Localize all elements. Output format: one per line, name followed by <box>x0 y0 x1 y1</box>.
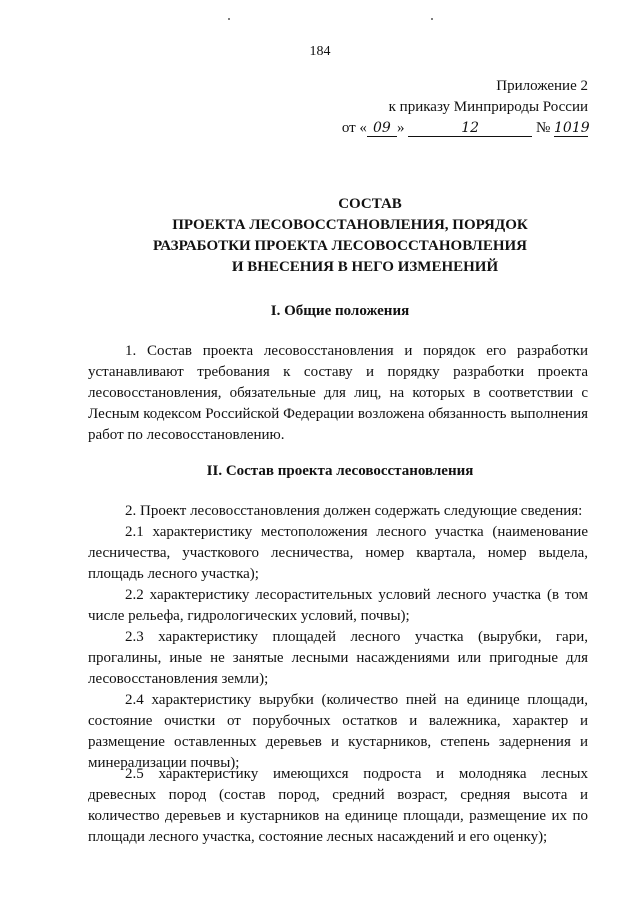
appendix-header <box>342 76 588 139</box>
order-reference: к приказу Минприроды России <box>388 99 588 115</box>
scan-speck <box>431 18 433 20</box>
paragraph-2: 2. Проект лесовосстановления должен содержать следующие сведения: <box>125 503 583 519</box>
order-number-handwritten: 1019 <box>554 120 590 136</box>
order-number-label: № <box>535 120 551 136</box>
order-date-line <box>342 118 588 139</box>
paragraph-2-1: 2.1 характеристику местоположения лесного участка (наименование лесничества, участкового лесничества, номер квартала, номер выдела, площадь лесного участка); <box>88 524 588 582</box>
paragraph-2-4: 2.4 характеристику вырубки (количество пней на единице площади, состояние очистки от порубочных остатков и валежника, характер и размещение оставленных деревьев и кустарников, степень задернения и минерализации почвы); <box>88 692 588 771</box>
section-heading-general: I. Общие положения <box>270 303 410 319</box>
paragraph-2-2: 2.2 характеристику лесорастительных условий лесного участка (в том числе рельефа, гидрологических условий, почвы); <box>88 587 588 624</box>
title-line-2: ПРОЕКТА ЛЕСОВОССТАНОВЛЕНИЯ, ПОРЯДОК <box>172 217 528 233</box>
order-number-field <box>554 120 588 137</box>
paragraph-2-5: 2.5 характеристику имеющихся подроста и молодняка лесных древесных пород (состав пород, средний возраст, средняя высота и количество деревьев и кустарников на единице площади, размещение их по площади лесного участка, состояние лесных насаждений и его оценку); <box>88 766 588 845</box>
order-date-quote: » <box>396 120 405 136</box>
section-heading-composition: II. Состав проекта лесовосстановления <box>206 463 474 479</box>
scan-speck <box>228 18 230 20</box>
paragraph-2-3: 2.3 характеристику площадей лесного участка (вырубки, гари, прогалины, иные не занятые лесными насаждениями или пригодные для лесовосстановления земли); <box>88 629 588 687</box>
title-line-1: СОСТАВ <box>338 196 402 212</box>
order-month-handwritten: 12 <box>461 120 480 136</box>
document-title <box>0 194 640 278</box>
paragraph-1: 1. Состав проекта лесовосстановления и порядок его разработки устанавливают требования к составу и порядку разработки проекта лесовосстановления, обязательные для лиц, на которых в соответствии с Лесным кодексом Российской Федерации возложена обязанность выполнения работ по лесовосстановлению. <box>88 343 588 443</box>
order-day-handwritten: 09 <box>373 120 391 136</box>
title-line-3: РАЗРАБОТКИ ПРОЕКТА ЛЕСОВОССТАНОВЛЕНИЯ <box>152 238 528 254</box>
title-line-4: И ВНЕСЕНИЯ В НЕГО ИЗМЕНЕНИЙ <box>231 259 499 275</box>
order-month-field <box>408 120 532 137</box>
order-date-prefix: от « <box>341 120 367 136</box>
page-number: 184 <box>309 44 331 59</box>
appendix-label: Приложение 2 <box>496 78 588 94</box>
order-day-field <box>367 120 397 137</box>
